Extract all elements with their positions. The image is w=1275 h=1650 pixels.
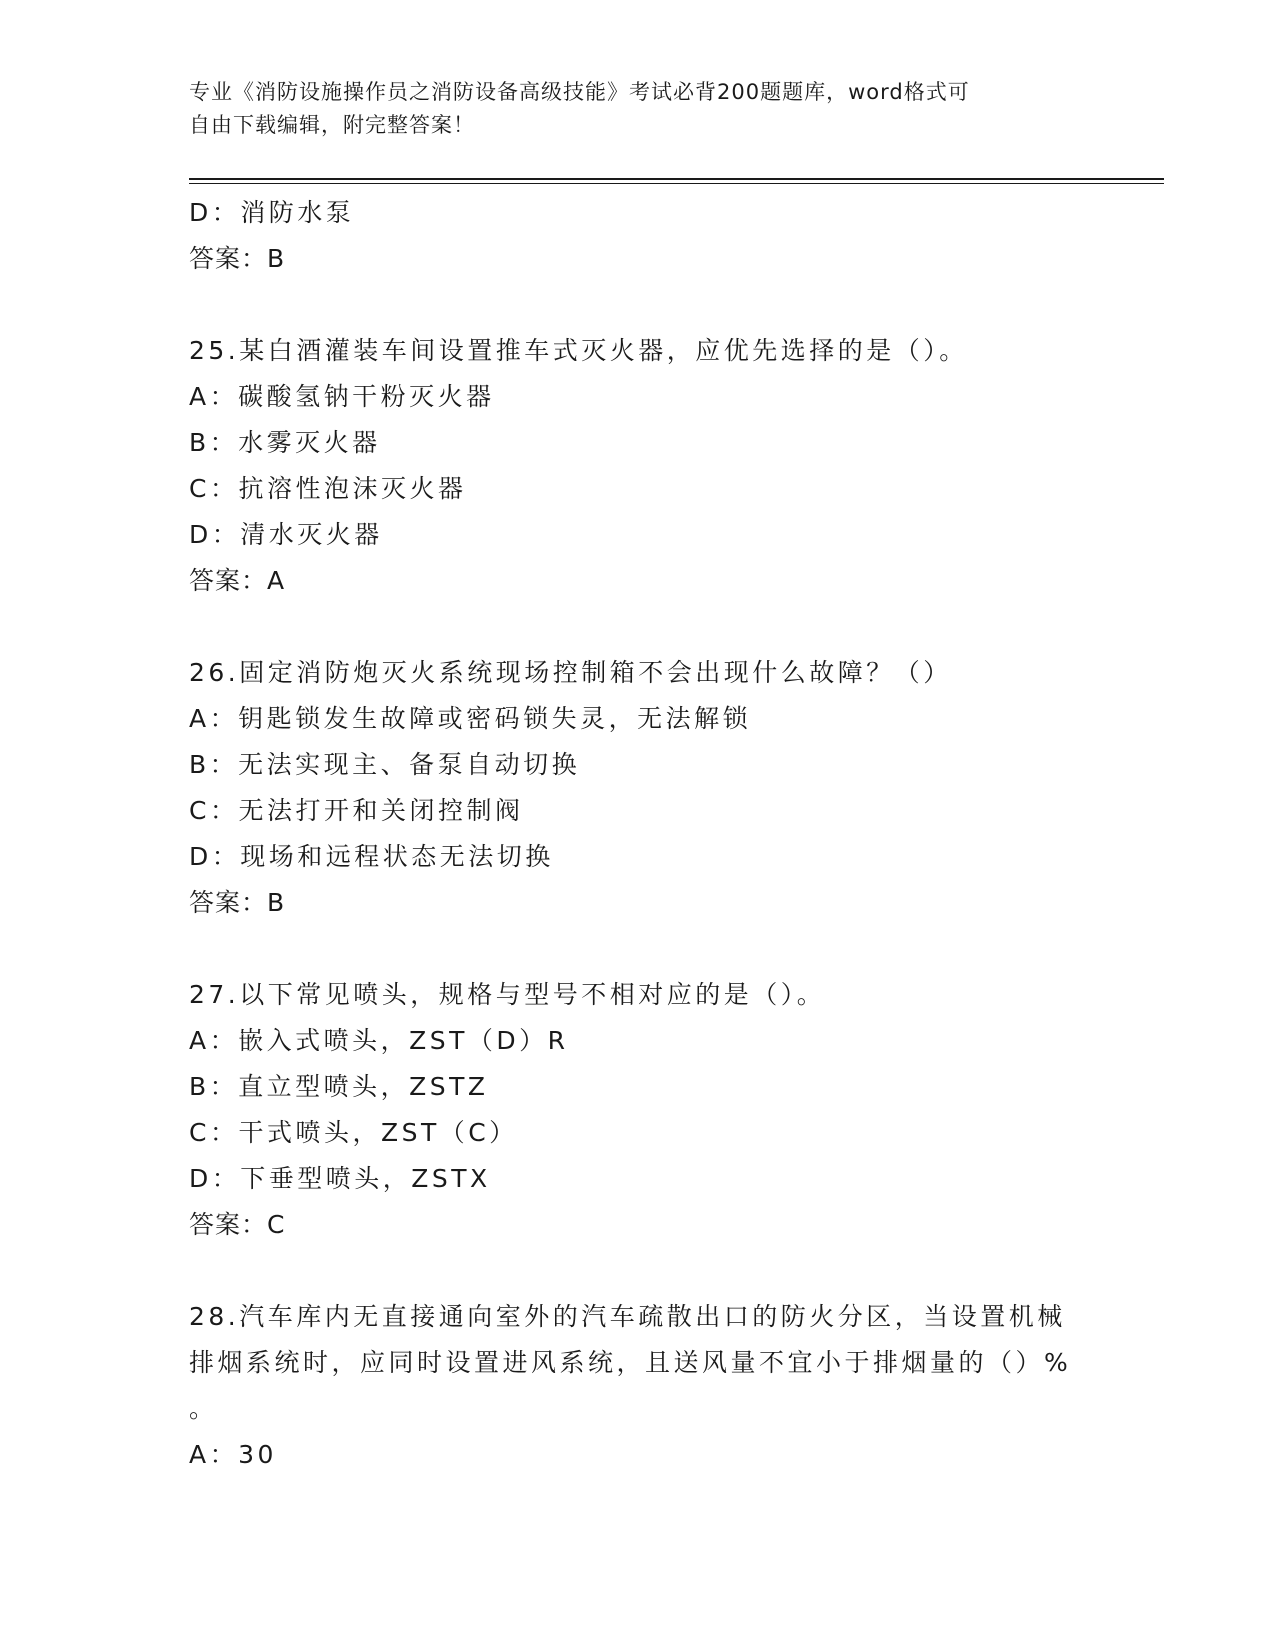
question-content xyxy=(189,190,1089,1478)
question-stem: 25.某白酒灌装车间设置推车式灭火器，应优先选择的是（）。 xyxy=(189,336,968,365)
option-d: D：现场和远程状态无法切换 xyxy=(189,842,554,871)
question-block xyxy=(189,328,1089,604)
option-c: C：无法打开和关闭控制阀 xyxy=(189,796,524,825)
answer-line: 答案：C xyxy=(189,1210,286,1239)
option-a: A：碳酸氢钠干粉灭火器 xyxy=(189,382,495,411)
option-b: B：水雾灭火器 xyxy=(189,428,381,457)
answer-line: 答案：B xyxy=(189,888,286,917)
option-b: B：无法实现主、备泵自动切换 xyxy=(189,750,581,779)
question-block xyxy=(189,650,1089,926)
option-c: C：抗溶性泡沫灭火器 xyxy=(189,474,467,503)
question-block xyxy=(189,972,1089,1248)
option-a: A：钥匙锁发生故障或密码锁失灵，无法解锁 xyxy=(189,704,752,733)
answer-line: 答案：B xyxy=(189,244,286,273)
header-line-2: 自由下载编辑，附完整答案！ xyxy=(189,113,475,137)
option-c: C：干式喷头，ZST（C） xyxy=(189,1118,518,1147)
option-d: D：消防水泵 xyxy=(189,198,355,227)
option-d: D：清水灭火器 xyxy=(189,520,383,549)
question-stem: 27.以下常见喷头，规格与型号不相对应的是（）。 xyxy=(189,980,826,1009)
answer-line: 答案：A xyxy=(189,566,286,595)
question-stem-line-2: 排烟系统时，应同时设置进风系统，且送风量不宜小于排烟量的（）% xyxy=(189,1348,1072,1377)
header-rule-thick xyxy=(189,178,1164,180)
header-rule-thin xyxy=(189,183,1164,184)
option-d: D：下垂型喷头，ZSTX xyxy=(189,1164,491,1193)
option-b: B：直立型喷头，ZSTZ xyxy=(189,1072,489,1101)
question-stem: 26.固定消防炮灭火系统现场控制箱不会出现什么故障？（） xyxy=(189,658,952,687)
option-a: A：嵌入式喷头，ZST（D）R xyxy=(189,1026,569,1055)
question-stem-line-3: 。 xyxy=(189,1394,218,1423)
question-block xyxy=(189,1294,1089,1478)
document-header xyxy=(189,76,1089,142)
header-line-1: 专业《消防设施操作员之消防设备高级技能》考试必背200题题库，word格式可 xyxy=(189,80,970,104)
question-stem-line-1: 28.汽车库内无直接通向室外的汽车疏散出口的防火分区，当设置机械 xyxy=(189,1302,1066,1331)
option-a: A：30 xyxy=(189,1440,277,1469)
